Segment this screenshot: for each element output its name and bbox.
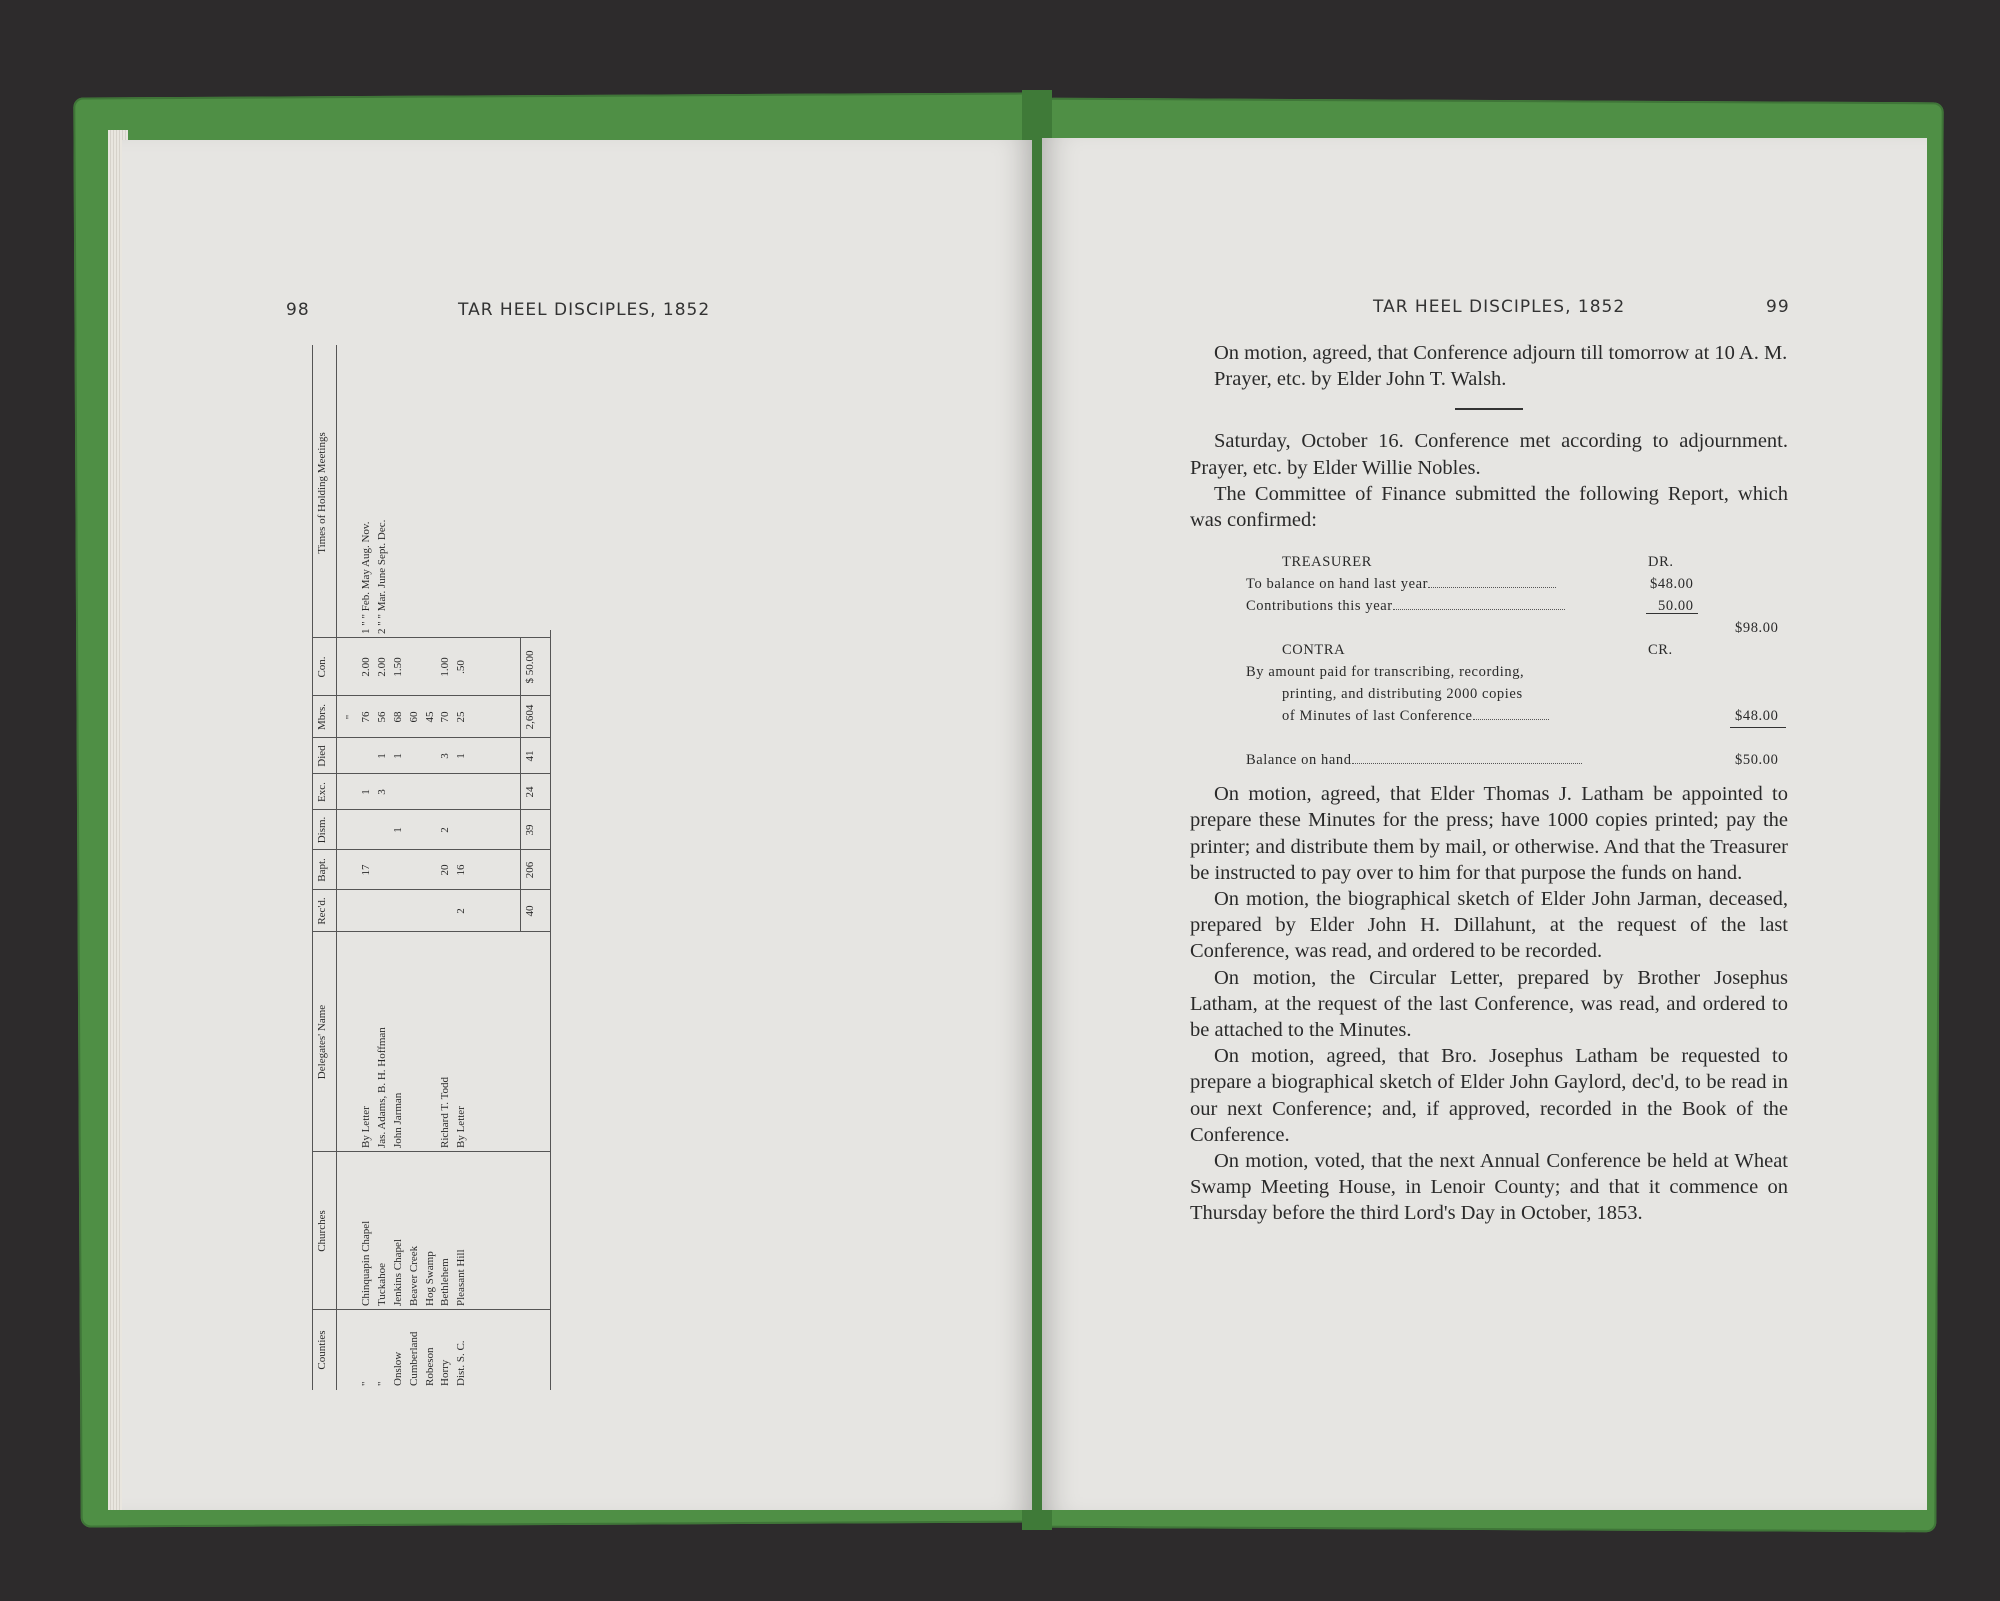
table-column-rule: [312, 931, 550, 932]
table-cell-mbrs: 56: [375, 711, 388, 723]
table-cell-church: Tuckahoe: [375, 1263, 388, 1306]
table-header-recd: Rec'd.: [316, 897, 328, 925]
balance-last-year-label: To balance on hand last year: [1246, 576, 1429, 593]
table-cell-con: 2.00: [375, 657, 388, 677]
dr-label: DR.: [1648, 554, 1674, 571]
table-cell-church: Beaver Creek: [407, 1245, 420, 1306]
contra-label: CONTRA: [1282, 642, 1346, 659]
table-cell-dism: 2: [439, 827, 452, 833]
paragraph-adjourn: On motion, agreed, that Conference adjourn till tomorrow at 10 A. M.: [1214, 342, 1788, 364]
table-column-rule: [312, 849, 550, 850]
contributions-label: Contributions this year: [1246, 598, 1393, 615]
paragraph-gaylord-sketch: On motion, agreed, that Bro. Josephus Latham be requested to prepare a biographical sketch of Elder John Gaylord, dec'd, to be read in our next Conference; and, if approved, recorded in the Book of the Conference.: [1190, 1045, 1788, 1146]
table-cell-county: Cumberland: [407, 1331, 420, 1386]
table-header-dism: Dism.: [316, 816, 328, 844]
table-cell-mbrs: 68: [391, 711, 404, 723]
table-cell-con: 2.00: [359, 657, 372, 677]
table-column-rule: [312, 773, 550, 774]
contra-value: $48.00: [1735, 708, 1779, 725]
table-cell-church: Bethlehem: [439, 1258, 452, 1306]
table-cell-delegate: Jas. Adams, B. H. Hoffman: [375, 1027, 388, 1148]
table-cell-mbrs: 45: [423, 711, 436, 723]
table-column-rule: [312, 809, 550, 810]
table-cell-died: 1: [391, 753, 404, 759]
table-column-rule: [312, 1309, 550, 1310]
table-cell-died: 1: [375, 753, 388, 759]
table-cell-bapt: 16: [455, 864, 468, 876]
paragraph-committee: The Committee of Finance submitted the following Report, which was confirmed:: [1190, 482, 1788, 532]
section-divider: [1455, 408, 1523, 410]
balance-last-year-value: $48.00: [1650, 576, 1694, 593]
table-cell-church: Hog Swamp: [423, 1251, 436, 1306]
table-cell-mbrs: 25: [455, 711, 468, 723]
subtotal-value: $98.00: [1735, 620, 1779, 637]
table-totals-rule: [520, 638, 521, 932]
subtotal-rule: [1646, 613, 1698, 614]
table-cell-bapt: 20: [439, 864, 452, 876]
contra-line-2: printing, and distributing 2000 copies: [1282, 686, 1523, 703]
contra-line-1: By amount paid for transcribing, recording,: [1246, 664, 1525, 681]
table-cell-delegate: By Letter: [455, 1106, 468, 1148]
minutes-text: [1190, 340, 1788, 1227]
table-total-exc: 24: [524, 786, 536, 798]
table-cell-mbrs: 76: [359, 711, 372, 723]
table-total-mbrs: 2,604: [524, 704, 536, 730]
balance-rule: [1730, 727, 1786, 728]
table-cell-con: 1.50: [391, 657, 404, 677]
table-column-rule: [312, 737, 550, 738]
table-cell-mbrs: 70: [439, 711, 452, 723]
table-header-mbrs: Mbrs.: [316, 704, 328, 730]
right-page-number: 99: [1766, 297, 1790, 317]
finance-report: [1190, 551, 1788, 769]
table-header-times: Times of Holding Meetings: [316, 432, 328, 554]
table-header-church: Churches: [316, 1210, 328, 1252]
contra-line-3: of Minutes of last Conference: [1282, 708, 1473, 725]
table-cell-county: Onslow: [391, 1351, 404, 1386]
table-header-bapt: Bapt.: [316, 858, 328, 882]
table-cell-died: 1: [455, 753, 468, 759]
table-total-bapt: 206: [524, 861, 536, 879]
table-header-died: Died: [316, 745, 328, 767]
table-header-county: Counties: [316, 1330, 328, 1370]
table-cell-county: Dist. S. C.: [455, 1340, 468, 1386]
table-total-con: $ 50.00: [524, 650, 536, 684]
table-cell-church: Pleasant Hill: [455, 1249, 468, 1306]
table-cell-delegate: John Jarman: [391, 1092, 404, 1148]
balance-on-hand-label: Balance on hand: [1246, 752, 1352, 769]
table-column-rule: [312, 637, 550, 638]
table-cell-delegate: Richard T. Todd: [439, 1076, 452, 1148]
table-header-exc: Exc.: [316, 782, 328, 802]
contributions-value: 50.00: [1658, 598, 1694, 615]
table-cell-dism: 1: [391, 827, 404, 833]
table-column-rule: [312, 889, 550, 890]
table-cell-exc: 1: [359, 789, 372, 795]
treasurer-label: TREASURER: [1282, 554, 1372, 571]
table-cell-delegate: By Letter: [359, 1106, 372, 1148]
table-cell-county: Robeson: [423, 1347, 436, 1386]
table-top-rule: [312, 345, 313, 1390]
left-page-number: 98: [286, 300, 310, 320]
table-bottom-rule: [550, 630, 551, 1390]
table-header-rule: [336, 345, 337, 1390]
left-page: [122, 140, 1032, 1510]
table-total-died: 41: [524, 750, 536, 762]
paragraph-prayer: Prayer, etc. by Elder John T. Walsh.: [1214, 368, 1507, 391]
table-cell-recd: 2: [455, 908, 468, 914]
paragraph-next-conference: On motion, voted, that the next Annual Conference be held at Wheat Swamp Meeting House, in Lenoir County; and that it commence on Thursday before the third Lord's Day in October, 1853.: [1190, 1150, 1788, 1225]
left-running-head: TAR HEEL DISCIPLES, 1852: [458, 300, 711, 320]
paragraph-latham-appointed: On motion, agreed, that Elder Thomas J. Latham be appointed to prepare these Minutes for the press; have 1000 copies printed; pay the printer; and distribute them by mail, or otherwise. And that the Treasurer be instructed to pay over to him for that purpose the funds on hand.: [1190, 783, 1788, 884]
table-cell-county: Horry: [439, 1359, 452, 1386]
cr-label: CR.: [1648, 642, 1673, 659]
table-cell-con: .50: [455, 660, 468, 674]
table-cell-exc: 3: [375, 789, 388, 795]
table-cell-mbrs: ": [344, 714, 356, 720]
table-cell-died: 3: [439, 753, 452, 759]
table-cell-county: ": [375, 1381, 388, 1386]
table-header-con: Con.: [316, 656, 328, 678]
right-running-head: TAR HEEL DISCIPLES, 1852: [1373, 297, 1626, 317]
paragraph-circular-letter: On motion, the Circular Letter, prepared by Brother Josephus Latham, at the request of the last Conference, was read, and ordered to be attached to the Minutes.: [1190, 966, 1788, 1042]
paragraph-jarman-sketch: On motion, the biographical sketch of Elder John Jarman, deceased, prepared by Elder John H. Dillahunt, at the request of the last Conference, was read, and ordered to be recorded.: [1190, 888, 1788, 963]
table-header-delegate: Delegates' Name: [316, 1004, 328, 1080]
table-cell-church: Jenkins Chapel: [391, 1239, 404, 1306]
paragraph-saturday: Saturday, October 16. Conference met according to adjournment. Prayer, etc. by Elder Willie Nobles.: [1190, 430, 1788, 479]
table-cell-con: 1.00: [439, 657, 452, 677]
table-total-dism: 39: [524, 824, 536, 836]
table-cell-county: ": [359, 1381, 372, 1386]
table-cell-times: 2 " " Mar. June Sept. Dec.: [375, 519, 388, 634]
table-cell-times: 1 " " Feb. May Aug. Nov.: [359, 521, 372, 634]
table-cell-church: Chinquapin Chapel: [359, 1220, 372, 1306]
table-cell-mbrs: 60: [407, 711, 420, 723]
table-column-rule: [312, 695, 550, 696]
balance-on-hand-value: $50.00: [1735, 752, 1779, 769]
table-cell-bapt: 17: [359, 864, 372, 876]
table-total-recd: 40: [524, 905, 536, 917]
table-column-rule: [312, 1151, 550, 1152]
